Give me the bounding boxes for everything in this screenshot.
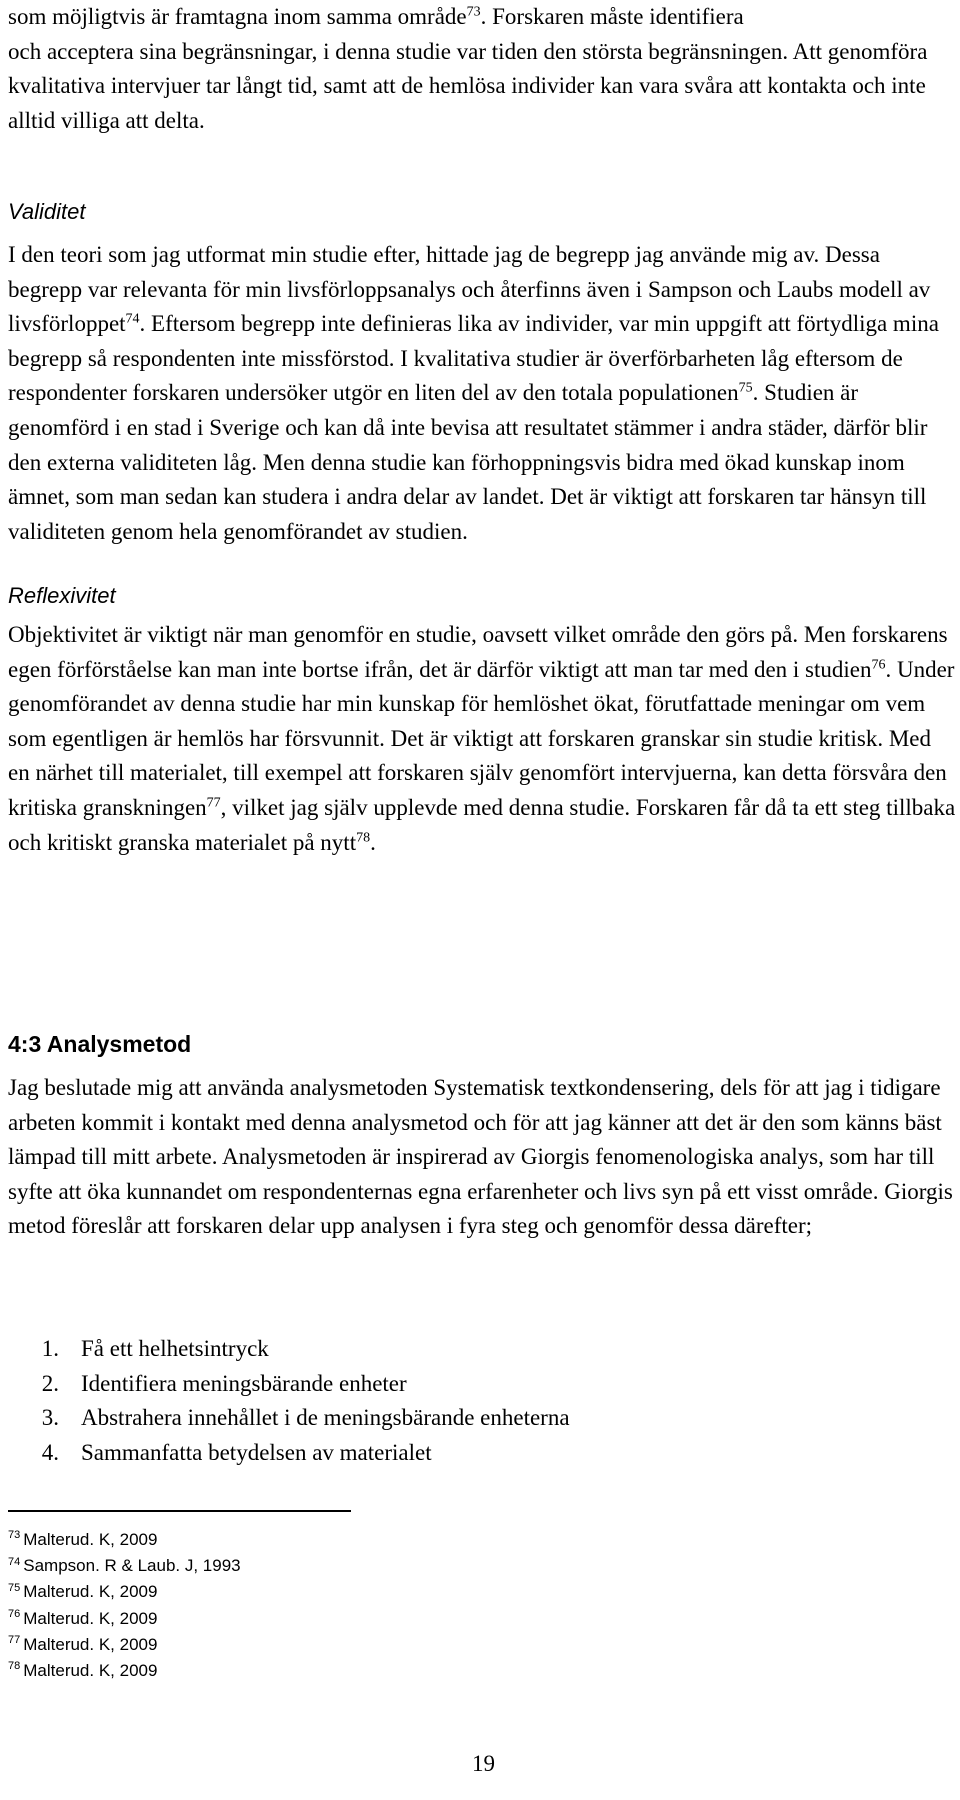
footnote-text: Sampson. R & Laub. J, 1993 xyxy=(23,1556,241,1576)
step-text: Abstrahera innehållet i de meningsbärande enheterna xyxy=(81,1405,570,1431)
list-item xyxy=(8,1332,570,1367)
footnote xyxy=(8,1553,241,1579)
reflexivitet-text-1: Objektivitet är viktigt när man genomför en studie, oavsett vilket område den görs på. Men forskarens egen förförståelse kan man inte bortse ifrån, det är därför viktigt att man tar med den i studien xyxy=(8,622,948,682)
reflexivitet-paragraph xyxy=(8,618,958,860)
reflexivitet-text-2: . Under genomförandet av denna studie har min kunskap för hemlöshet ökat, förutfattade meningar om vem som egentligen är hemlös har försvunnit. Det är viktigt att forskaren granskar sin studie kritisk. Med en närhet till materialet, till exempel att forskaren själv genomfört intervjuerna, kan detta försvåra den kritiska granskningen xyxy=(8,656,955,820)
footnote-number: 77 xyxy=(8,1634,21,1647)
footnote xyxy=(8,1527,241,1553)
footnote-ref-78: 78 xyxy=(356,829,371,845)
document-page xyxy=(8,0,958,1800)
intro-text-continued: . Forskaren måste identifiera xyxy=(480,4,744,29)
reflexivitet-text-4: . xyxy=(370,829,376,855)
validitet-text-1: I den teori som jag utformat min studie efter, hittade jag de begrepp jag använde mig av. Dessa begrepp var relevanta för min livsförloppsanalys och återfinns även i Sampson och Laubs modell av livsförloppet xyxy=(8,242,931,337)
validitet-text-3: . Studien är genomförd i en stad i Sverige och kan då inte bevisa att resultatet stämmer i andra städer, därför blir den externa validiteten låg. Men denna studie kan förhoppningsvis bidra med ökad kunskap inom ämnet, som man sedan kan studera i andra delar av landet. Det är viktigt att forskaren tar hänsyn till validiteten genom hela genomförandet av studien. xyxy=(8,380,928,544)
footnote-number: 74 xyxy=(8,1555,21,1568)
footnote xyxy=(8,1658,241,1684)
heading-validitet: Validitet xyxy=(8,199,86,224)
step-text: Identifiera meningsbärande enheter xyxy=(81,1370,407,1396)
reflexivitet-text-3: , vilket jag själv upplevde med denna studie. Forskaren får då ta ett steg tillbaka och kritiskt granska materialet på nytt xyxy=(8,794,956,855)
step-number: 1. xyxy=(41,1336,59,1361)
footnote-text: Malterud. K, 2009 xyxy=(23,1661,158,1681)
heading-reflexivitet: Reflexivitet xyxy=(8,583,116,608)
intro-text-start: som möjligtvis är framtagna inom samma område xyxy=(8,4,467,29)
footnote xyxy=(8,1632,241,1658)
footnote-number: 73 xyxy=(8,1529,21,1542)
list-item xyxy=(8,1436,570,1471)
intro-text-rest: och acceptera sina begränsningar, i denna studie var tiden den största begränsningen. Att genomföra kvalitativa intervjuer tar långt tid, samt att de hemlösa individer kan vara svåra att kontakta och inte alltid villiga att delta. xyxy=(8,38,928,133)
footnote-text: Malterud. K, 2009 xyxy=(23,1530,158,1549)
footnote-number: 78 xyxy=(8,1660,21,1673)
footnote-ref-73: 73 xyxy=(466,4,481,20)
footnotes-list xyxy=(8,1527,241,1684)
page-number: 19 xyxy=(472,1751,495,1776)
analysmetod-text: Jag beslutade mig att använda analysmetoden Systematisk textkondensering, dels för att jag i tidigare arbeten kommit i kontakt med denna analysmetod och för att jag känner att det är den som känns bäst lämpad till mitt arbete. Analysmetoden är inspirerad av Giorgis fenomenologiska analys, som har till syfte att öka kunnandet om respondenternas egna erfarenheter och livs syn på ett visst område. Giorgis metod föreslår att forskaren delar upp analysen i fyra steg och genomför dessa därefter; xyxy=(8,1075,953,1239)
step-text: Sammanfatta betydelsen av materialet xyxy=(81,1439,432,1465)
analysmetod-paragraph xyxy=(8,1071,958,1244)
footnote-text: Malterud. K, 2009 xyxy=(23,1582,158,1602)
footnote-ref-77: 77 xyxy=(206,795,221,811)
heading-analysmetod: 4:3 Analysmetod xyxy=(8,1031,192,1057)
footnote-text: Malterud. K, 2009 xyxy=(23,1608,158,1628)
footnote xyxy=(8,1579,241,1605)
footnote xyxy=(8,1606,241,1632)
list-item xyxy=(8,1401,570,1436)
validitet-text-2: . Eftersom begrepp inte definieras lika av individer, var min uppgift att förtydliga mina begrepp så respondenten inte missförstod. I kvalitativa studier är överförbarheten låg eftersom de respondenter forskaren undersöker utgör en liten del av den totala populationen xyxy=(8,311,939,406)
step-number: 3. xyxy=(41,1405,59,1431)
list-item xyxy=(8,1367,570,1402)
footnote-ref-74: 74 xyxy=(125,311,140,327)
footnote-ref-76: 76 xyxy=(871,656,886,672)
footnote-number: 76 xyxy=(8,1607,21,1620)
step-text: Få ett helhetsintryck xyxy=(81,1336,269,1361)
intro-paragraph xyxy=(8,0,958,138)
validitet-paragraph xyxy=(8,238,958,549)
step-number: 2. xyxy=(41,1370,59,1396)
footnote-number: 75 xyxy=(8,1581,21,1594)
step-number: 4. xyxy=(41,1439,59,1465)
footnote-ref-75: 75 xyxy=(738,380,753,396)
analysis-steps-list xyxy=(8,1332,570,1470)
footnote-separator xyxy=(8,1510,351,1512)
footnote-text: Malterud. K, 2009 xyxy=(23,1634,158,1654)
